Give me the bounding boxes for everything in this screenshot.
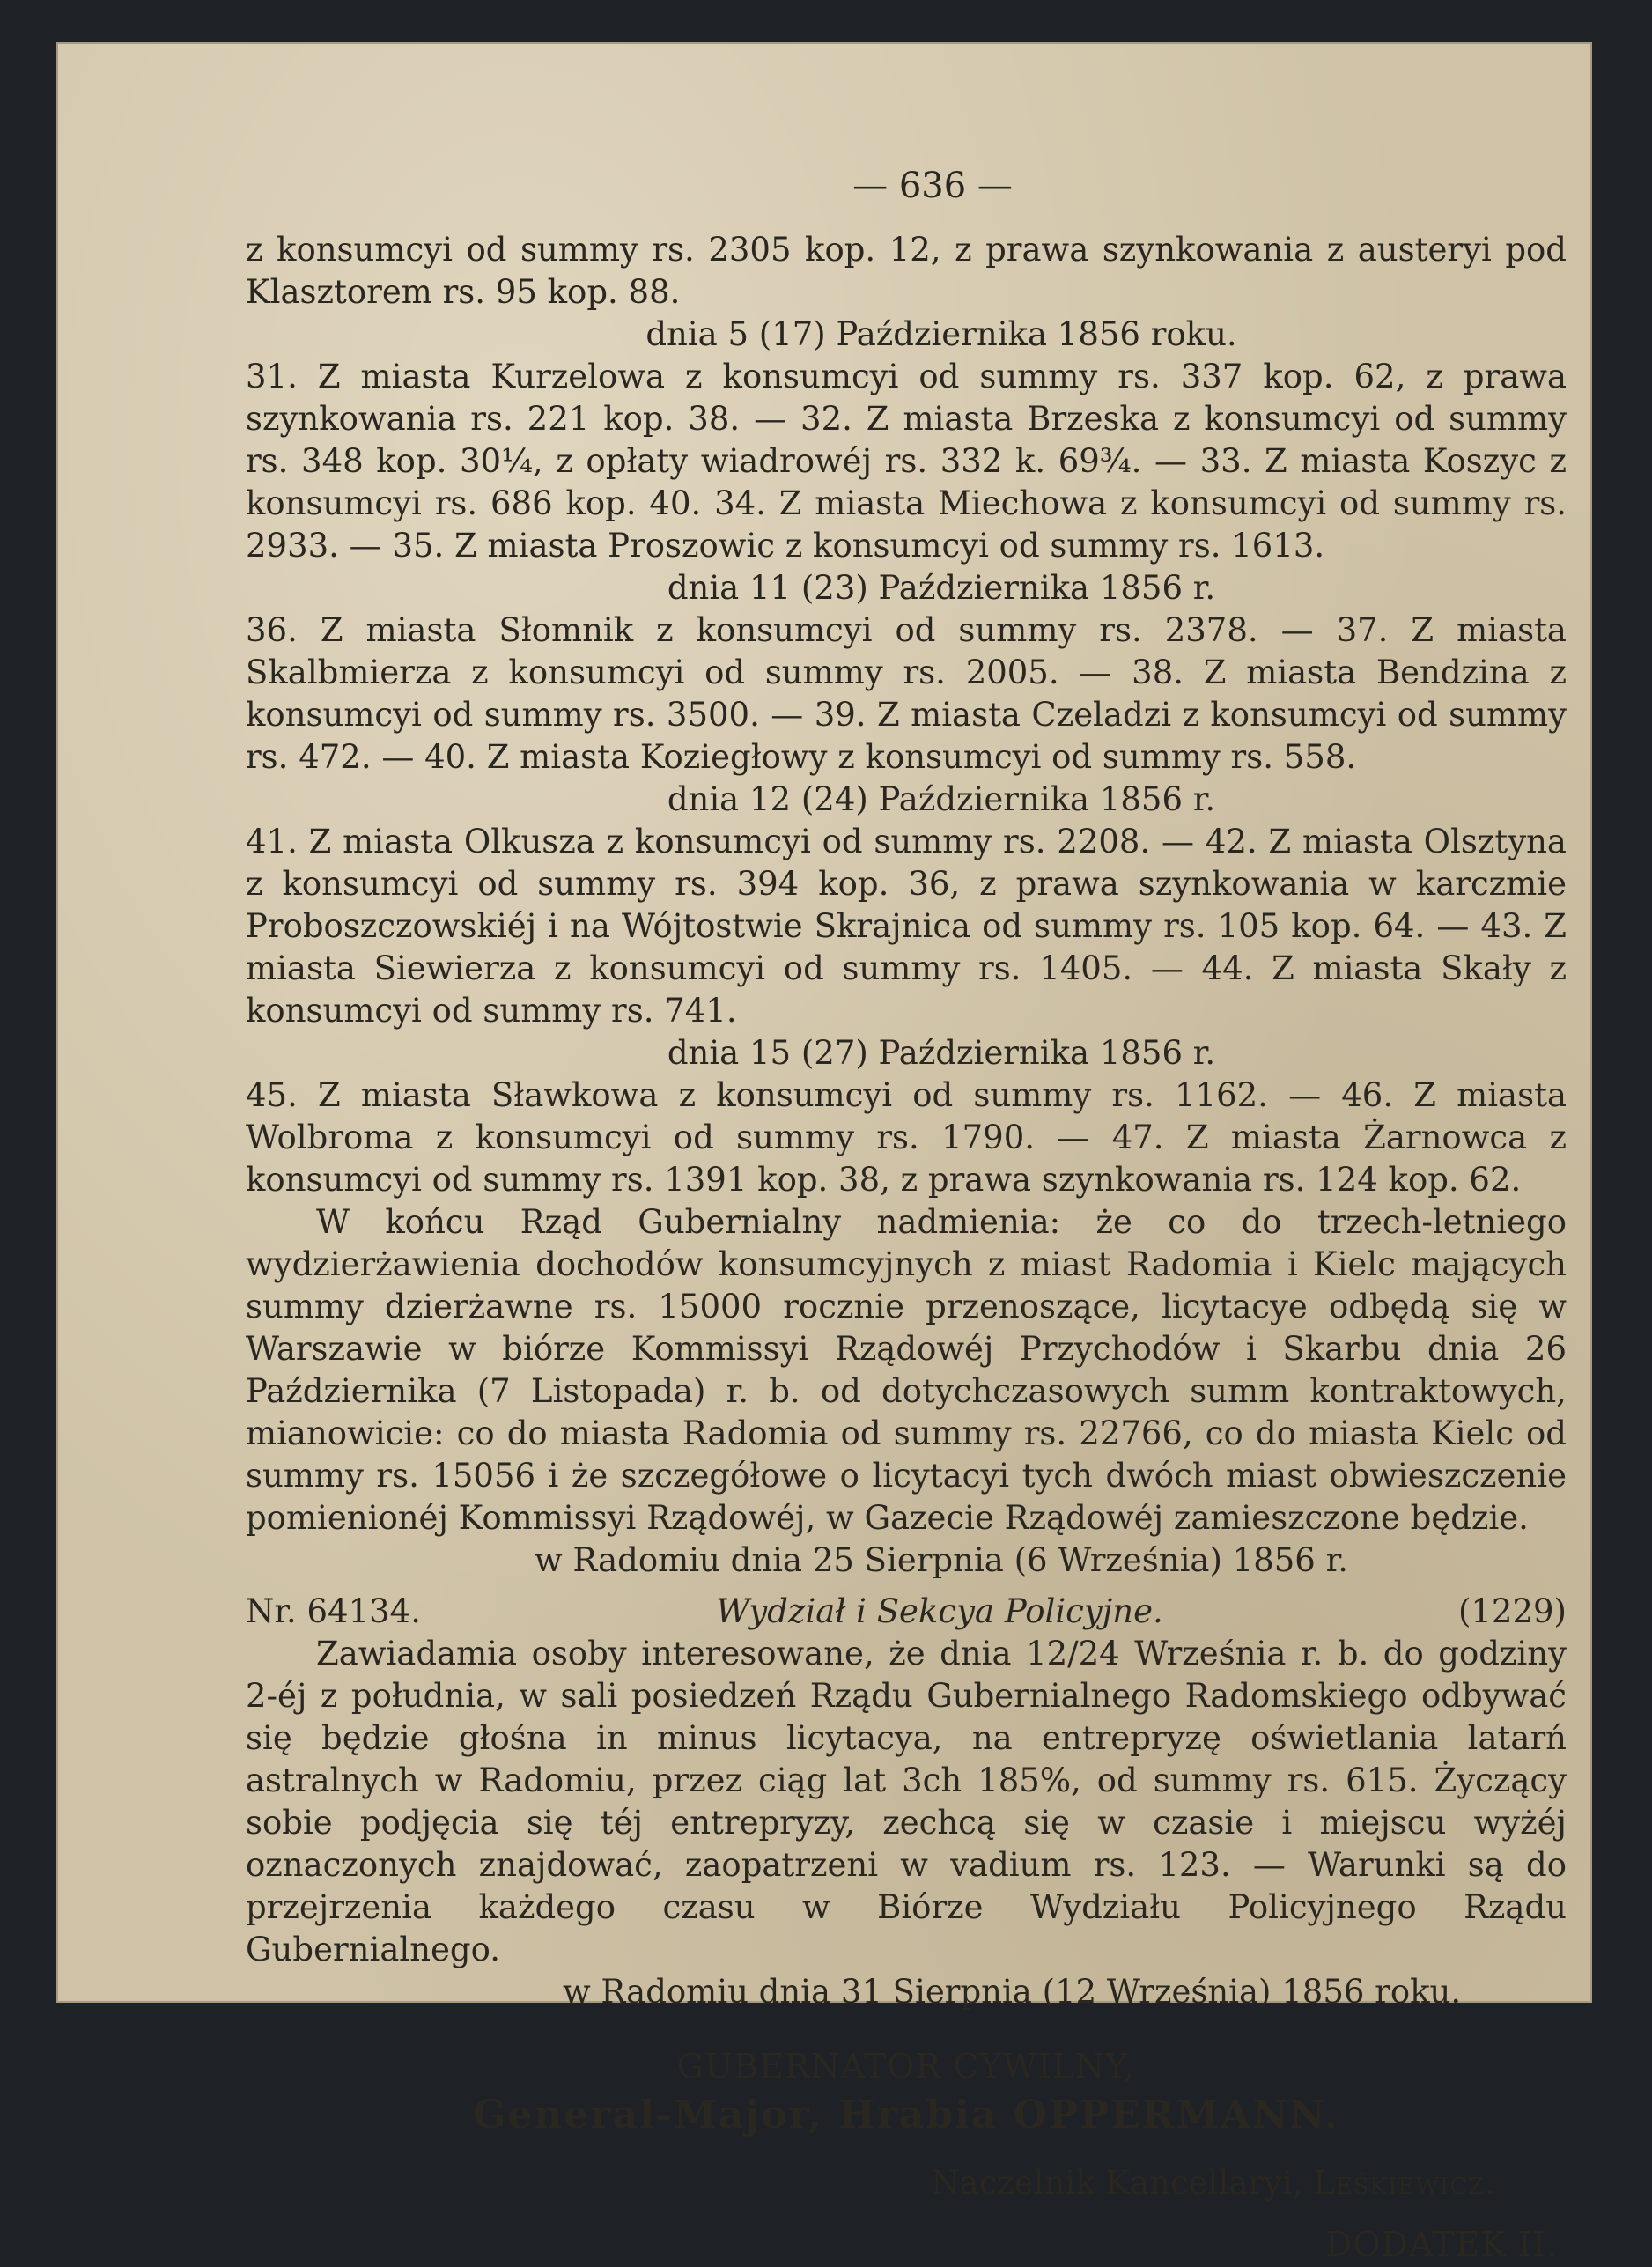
- chancellor-name: Leśkiewicz.: [1313, 2164, 1496, 2202]
- date-line: dnia 15 (27) Października 1856 r.: [667, 1034, 1216, 1072]
- governor-title: GUBERNATOR CYWILNY,: [676, 2047, 1136, 2086]
- paragraph-final-note: W końcu Rząd Gubernialny nadmienia: że co do trzech-letniego wydzierżawienia dochodów konsumcyjnych z miast Radomia i Kielc mających summy dzierżawne rs. 15000 rocznie przenoszące, licytacye odbędą się w Warszawie w biórze Kommissyi Rządowéj Przychodów i Skarbu dnia 26 Października (7 Listopada) r. b. od dotychczasowych summ kontraktowych, mianowicie: co do miasta Radomia od summy rs. 22766, co do miasta Kielc od summy rs. 15056 i że szczegółowe o licytacyi tych dwóch miast obwieszczenie pomienionéj Kommissyi Rządowéj, w Gazecie Rządowéj zamieszczone będzie.: [246, 1203, 1567, 1537]
- date-line: dnia 5 (17) Października 1856 roku.: [645, 315, 1237, 353]
- date-line: dnia 11 (23) Października 1856 r.: [667, 569, 1216, 607]
- notice-number: Nr. 64134.: [246, 1592, 421, 1630]
- notice-header: [246, 1591, 1567, 1633]
- date-line-radom: w Radomiu dnia 25 Sierpnia (6 Września) 1856 r.: [534, 1541, 1348, 1579]
- page-number: — 636 —: [852, 166, 1013, 206]
- notice-department: Wydział i Sekcya Policyjne.: [716, 1592, 1163, 1630]
- governor-name: General-Major, Hrabia OPPERMANN.: [472, 2093, 1340, 2138]
- paragraph-entries-31-35: 31. Z miasta Kurzelowa z konsumcyi od summy rs. 337 kop. 62, z prawa szynkowania rs. 221 kop. 38. — 32. Z miasta Brzeska z konsumcyi od summy rs. 348 kop. 30¼, z opłaty wiadrowéj rs. 332 k. 69¾. — 33. Z miasta Koszyc z konsumcyi rs. 686 kop. 40. 34. Z miasta Miechowa z konsumcyi od summy rs. 2933. — 35. Z miasta Proszowic z konsumcyi od summy rs. 1613.: [246, 358, 1567, 565]
- paragraph-entries-41-44: 41. Z miasta Olkusza z konsumcyi od summy rs. 2208. — 42. Z miasta Olsztyna z konsumcyi od summy rs. 394 kop. 36, z prawa szynkowania w karczmie Proboszczowskiéj i na Wójtostwie Skrajnica od summy rs. 105 kop. 64. — 43. Z miasta Siewierza z konsumcyi od summy rs. 1405. — 44. Z miasta Skały z konsumcyi od summy rs. 741.: [246, 823, 1567, 1030]
- date-line: dnia 12 (24) Października 1856 r.: [667, 780, 1216, 818]
- notice-body: Zawiadamia osoby interesowane, że dnia 12/24 Września r. b. do godziny 2-éj z południa, w sali posiedzeń Rządu Gubernialnego Radomskiego odbywać się będzie głośna in minus licytacya, na entrepryzę oświetlania latarń astralnych w Radomiu, przez ciąg lat 3ch 185%, od summy rs. 615. Życzący sobie podjęcia się téj entrepryzy, zechcą się w czasie i miejscu wyżéj oznaczonych znajdować, zaopatrzeni w vadium rs. 123. — Warunki są do przejrzenia każdego czasu w Biórze Wydziału Policyjnego Rządu Gubernialnego.: [246, 1635, 1567, 1968]
- notice-reference: (1229): [1457, 1592, 1567, 1630]
- notice-date: w Radomiu dnia 31 Sierpnia (12 Września) 1856 roku.: [563, 1973, 1462, 2011]
- chancellor-line: [246, 2161, 1567, 2205]
- paragraph-intro: z konsumcyi od summy rs. 2305 kop. 12, z prawa szynkowania z austeryi pod Klasztorem rs. 95 kop. 88.: [246, 231, 1567, 311]
- chancellor-prefix: Naczelnik Kancellaryi,: [931, 2164, 1303, 2202]
- document-page: [56, 42, 1592, 2263]
- paragraph-entries-45-47: 45. Z miasta Sławkowa z konsumcyi od summy rs. 1162. — 46. Z miasta Wolbroma z konsumcyi od summy rs. 1790. — 47. Z miasta Żarnowca z konsumcyi od summy rs. 1391 kop. 38, z prawa szynkowania rs. 124 kop. 62.: [246, 1076, 1567, 1199]
- document-text: [246, 166, 1567, 2267]
- supplement-label: DODATEK II.: [1324, 2225, 1558, 2263]
- paragraph-entries-36-40: 36. Z miasta Słomnik z konsumcyi od summy rs. 2378. — 37. Z miasta Skalbmierza z konsumcyi od summy rs. 2005. — 38. Z miasta Bendzina z konsumcyi od summy rs. 3500. — 39. Z miasta Czeladzi z konsumcyi od summy rs. 472. — 40. Z miasta Koziegłowy z konsumcyi od summy rs. 558.: [246, 611, 1567, 776]
